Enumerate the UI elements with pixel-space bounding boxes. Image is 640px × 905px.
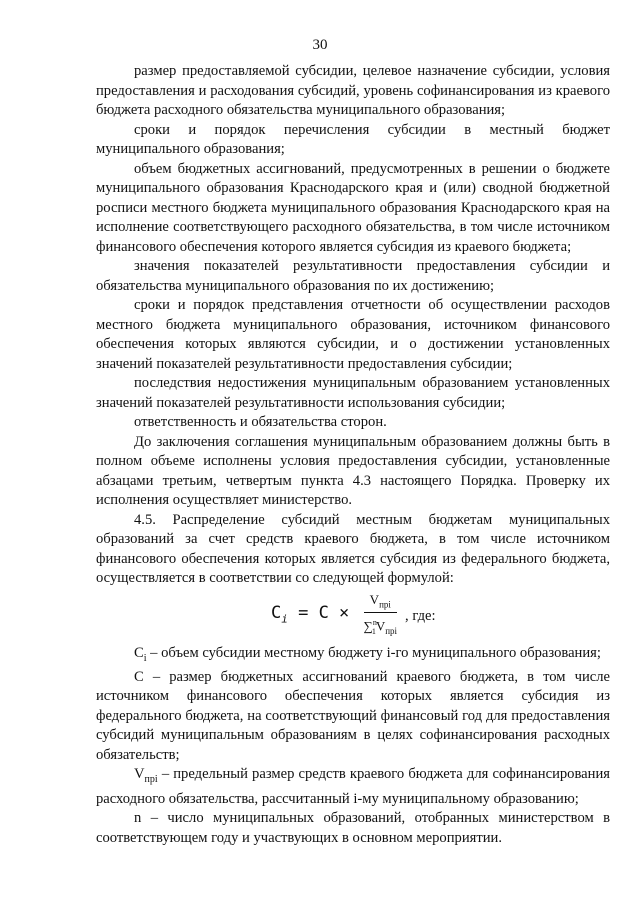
definition-ci: $C_i$ – объем субсидии местному бюджету i-го муниципального образования;	[134, 644, 601, 664]
distribution-formula	[96, 592, 610, 642]
paragraph-performance-indicators: значения показателей результативности предоставления субсидии и обязательства муниципального образования по их достижению;	[96, 258, 610, 294]
paragraph-section-4-5: 4.5. Распределение субсидий местным бюджетам муниципальных образований за счет средств краевого бюджета, в том числе источником финансового обеспечения которых является субсидия из федерального бюджета, осуществляется в соответствии со следующей формулой:	[96, 511, 610, 586]
paragraph-reporting-terms: сроки и порядок представления отчетности об осуществлении расходов местного бюджета муниципального образования, источником финансового обеспечения которых являются субсидии, и о достижении установленных значений показателей результативности предоставления субсидии;	[96, 297, 610, 372]
paragraph-agreement-conditions: До заключения соглашения муниципальным образованием должны быть в полном объеме исполнены условия предоставления субсидии, установленные абзацами третьим, четвертым пункта 4.3 настоящего Порядка. Проверку их исполнения осуществляет министерство.	[96, 433, 610, 508]
paragraph-transfer-terms: сроки и порядок перечисления субсидии в местный бюджет муниципального образования;	[96, 121, 610, 157]
paragraph-subsidy-size: размер предоставляемой субсидии, целевое назначение субсидии, условия предоставления и расходования субсидий, уровень софинансирования из краевого бюджета расходного обязательства муниципального образования;	[96, 63, 610, 118]
definition-c: C – размер бюджетных ассигнований краевого бюджета, в том числе источником финансового обеспечения которых является субсидия из федерального бюджета, на соответствующий финансовый год для предоставления субсидий муниципальным образованиям в целях софинансирования расходных обязательств;	[96, 668, 610, 763]
document-body	[96, 62, 610, 848]
paragraph-responsibility: ответственность и обязательства сторон.	[134, 414, 387, 430]
formula-numerator: $V_{пpi}$	[364, 592, 397, 614]
formula-lhs: $C_i = C$ ×	[271, 603, 360, 626]
definition-n: n – число муниципальных образований, отобранных министерством в соответствующем году и участвующих в основном мероприятии.	[96, 810, 610, 846]
formula-tail: , где:	[405, 607, 436, 624]
definition-vpri: $V_{пpi}$ – предельный размер средств краевого бюджета для софинансирования расходного обязательства, рассчитанный i-му муниципальному образованию;	[96, 766, 610, 807]
paragraph-consequences: последствия недостижения муниципальным образованием установленных значений показателей результативности использования субсидии;	[96, 375, 610, 411]
formula-fraction	[364, 592, 398, 642]
formula-denominator: $\sum^n_1V_{пpi}$	[363, 618, 398, 637]
page-number: 30	[312, 37, 328, 53]
paragraph-budget-allocations: объем бюджетных ассигнований, предусмотренных в решении о бюджете муниципального образования Краснодарского края и (или) сводной бюджетной росписи местного бюджета муниципального образования Краснодарского края на исполнение соответствующего расходного обязательства, в том числе источником финансового обеспечения которого является субсидия из краевого бюджета;	[96, 160, 610, 255]
